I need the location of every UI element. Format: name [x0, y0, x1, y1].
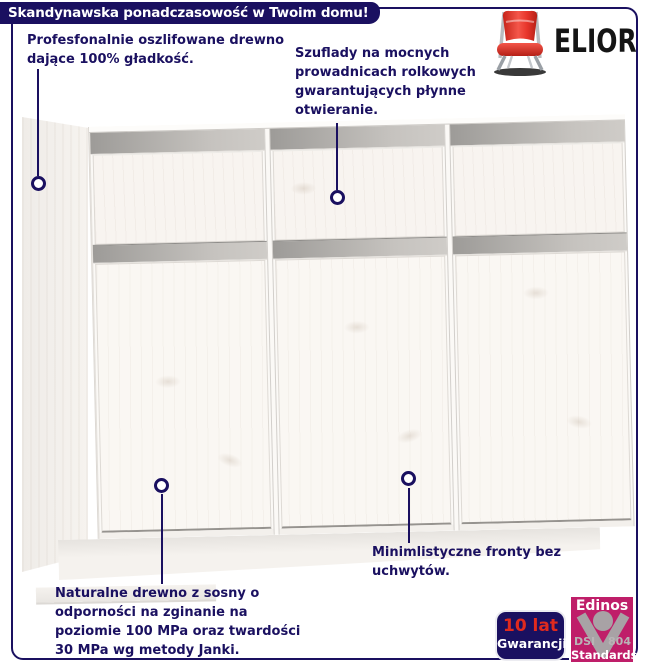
callout-line-drawers: [336, 123, 338, 190]
brand-name: ELIOR: [554, 22, 637, 60]
note-sanded-wood: Profesfonalnie oszlifowane drewno dające 100% gładkość.: [27, 33, 285, 67]
callout-marker-fronts: [401, 471, 416, 486]
headline-banner: [0, 2, 380, 24]
callout-line-fronts: [408, 488, 410, 543]
note-drawers: Szuflady na mocnych prowadnicach rolkowych gwarantujących płynne otwieranie.: [295, 46, 476, 118]
callout-line-sanded: [37, 69, 39, 176]
headline-text: Skandynawska ponadczasowość w Twoim domu!: [8, 5, 369, 21]
callout-marker-drawers: [330, 190, 345, 205]
warranty-badge: [497, 612, 567, 659]
note-fronts: Minimlistyczne fronty bez uchwytów.: [372, 545, 562, 579]
edinos-804: 804: [608, 635, 631, 648]
red-chair-icon: [490, 8, 550, 78]
callout-line-pine: [161, 494, 163, 584]
callout-marker-sanded: [31, 176, 46, 191]
warranty-years: 10 lat: [502, 616, 558, 636]
door-left: [95, 260, 271, 533]
edinos-standards: Standards: [571, 648, 638, 662]
door-middle: [275, 256, 451, 529]
warranty-label: Gwarancji: [497, 636, 567, 651]
drawer-front-right: [453, 142, 625, 236]
cabinet-front: [88, 114, 635, 539]
edinos-dsi: DSI: [574, 635, 596, 648]
edinos-badge: [569, 595, 638, 664]
drawer-front-left: [93, 151, 265, 245]
cabinet-section-left: [89, 129, 275, 539]
cabinet-section-right: [449, 120, 635, 530]
edinos-brand: Edinos: [575, 598, 629, 614]
callout-marker-pine: [154, 478, 169, 493]
note-pine: Naturalne drewno z sosny o odporności na zginanie na poziomie 100 MPa oraz twardości 30 MPa wg metody Janki.: [55, 586, 301, 658]
